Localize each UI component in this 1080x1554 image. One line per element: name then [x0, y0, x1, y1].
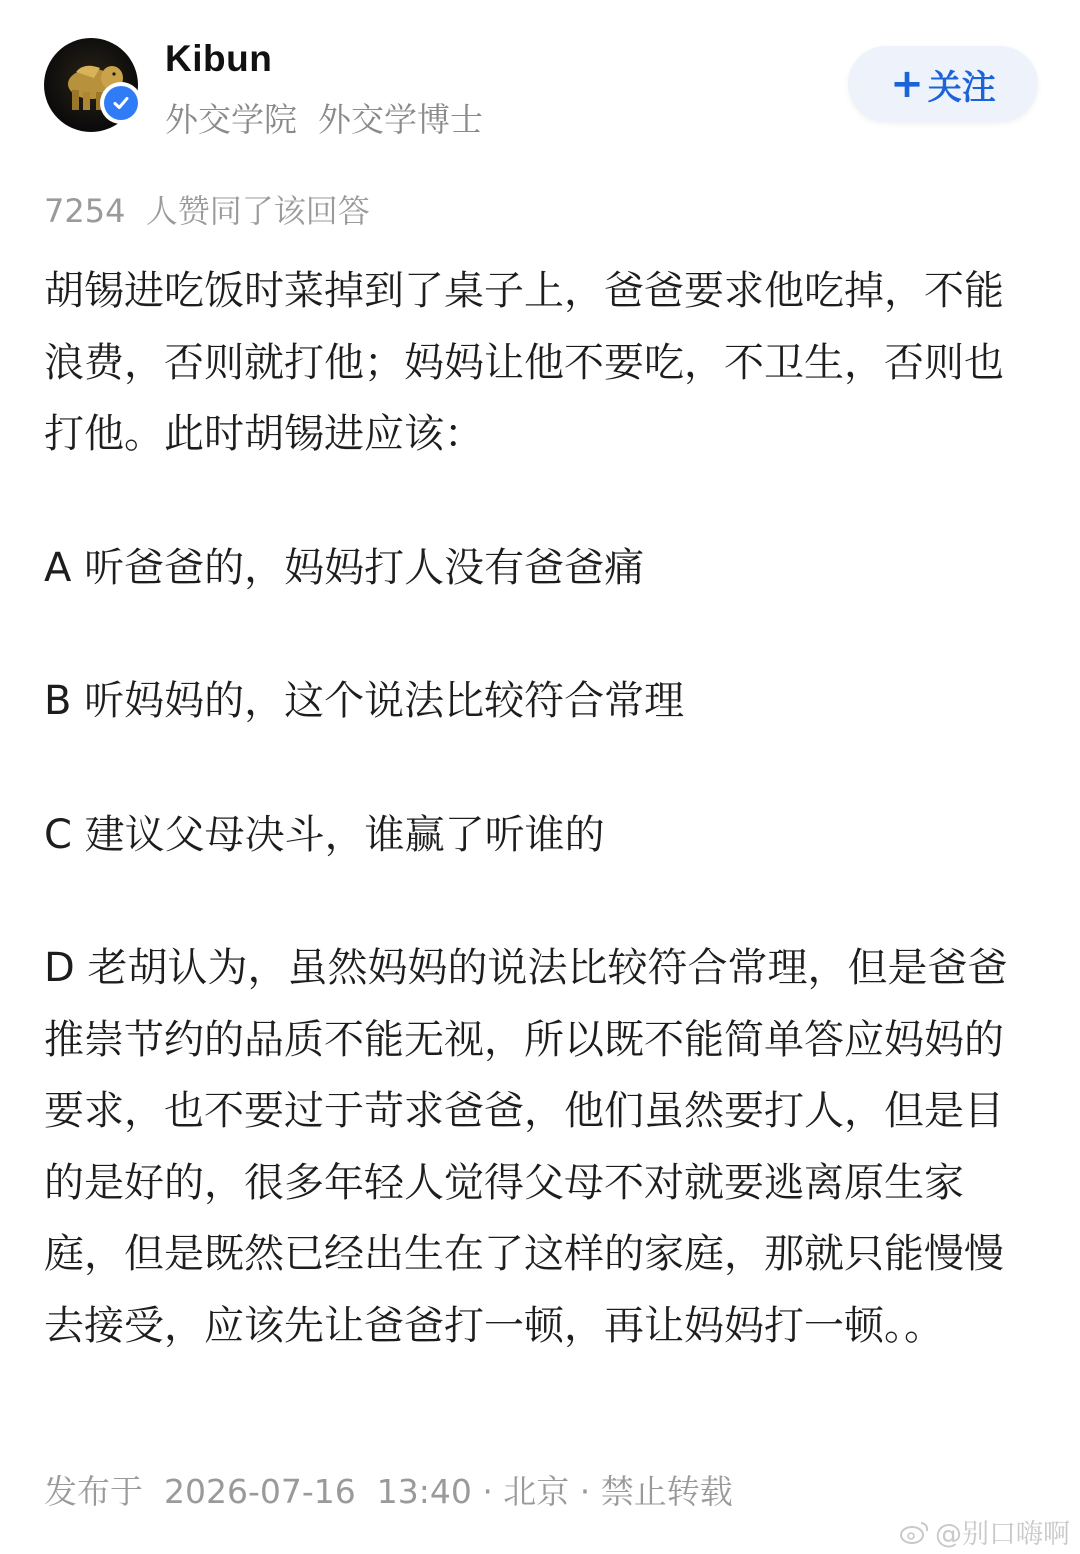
option-b: B 听妈妈的，这个说法比较符合常理 — [44, 678, 685, 724]
option-c: C 建议父母决斗，谁赢了听谁的 — [44, 811, 605, 858]
answer-header — [0, 0, 1080, 170]
author-name[interactable]: Kibun — [165, 38, 273, 79]
watermark-text: @别口嗨啊 — [935, 1519, 1070, 1550]
watermark — [899, 1512, 1070, 1551]
option-d: D 老胡认为，虽然妈妈的说法比较符合常理，但是爸爸推崇节约的品质不能无视，所以既不能简单答应妈妈的要求，也不要过于苛求爸爸，他们虽然要打人，但是目的是好的，很多年轻人觉得父母不对就要逃离原生家庭，但是既然已经出生在了这样的家庭，那就只能慢慢去接受，应该先让爸爸打一顿，再让妈妈打一顿。。 — [44, 945, 1008, 1349]
follow-button[interactable] — [848, 46, 1038, 122]
plus-icon: + — [890, 61, 924, 107]
question-text: 胡锡进吃饭时菜掉到了桌子上，爸爸要求他吃掉，不能浪费，否则就打他；妈妈让他不要吃，不卫生，否则也打他。此时胡锡进应该： — [44, 268, 1004, 457]
upvote-count: 7254 人赞同了该回答 — [44, 192, 370, 230]
publish-meta: 发布于 2026-07-16 13:40 · 北京 · 禁止转载 — [44, 1472, 733, 1511]
answer-body — [44, 256, 1034, 1362]
author-description: 外交学院 外交学博士 — [165, 100, 483, 139]
verified-badge — [100, 82, 142, 124]
option-a: A 听爸爸的，妈妈打人没有爸爸痛 — [44, 544, 645, 591]
verified-check-icon — [104, 86, 138, 120]
follow-button-label: 关注 — [927, 67, 996, 108]
weibo-icon — [899, 1519, 931, 1545]
